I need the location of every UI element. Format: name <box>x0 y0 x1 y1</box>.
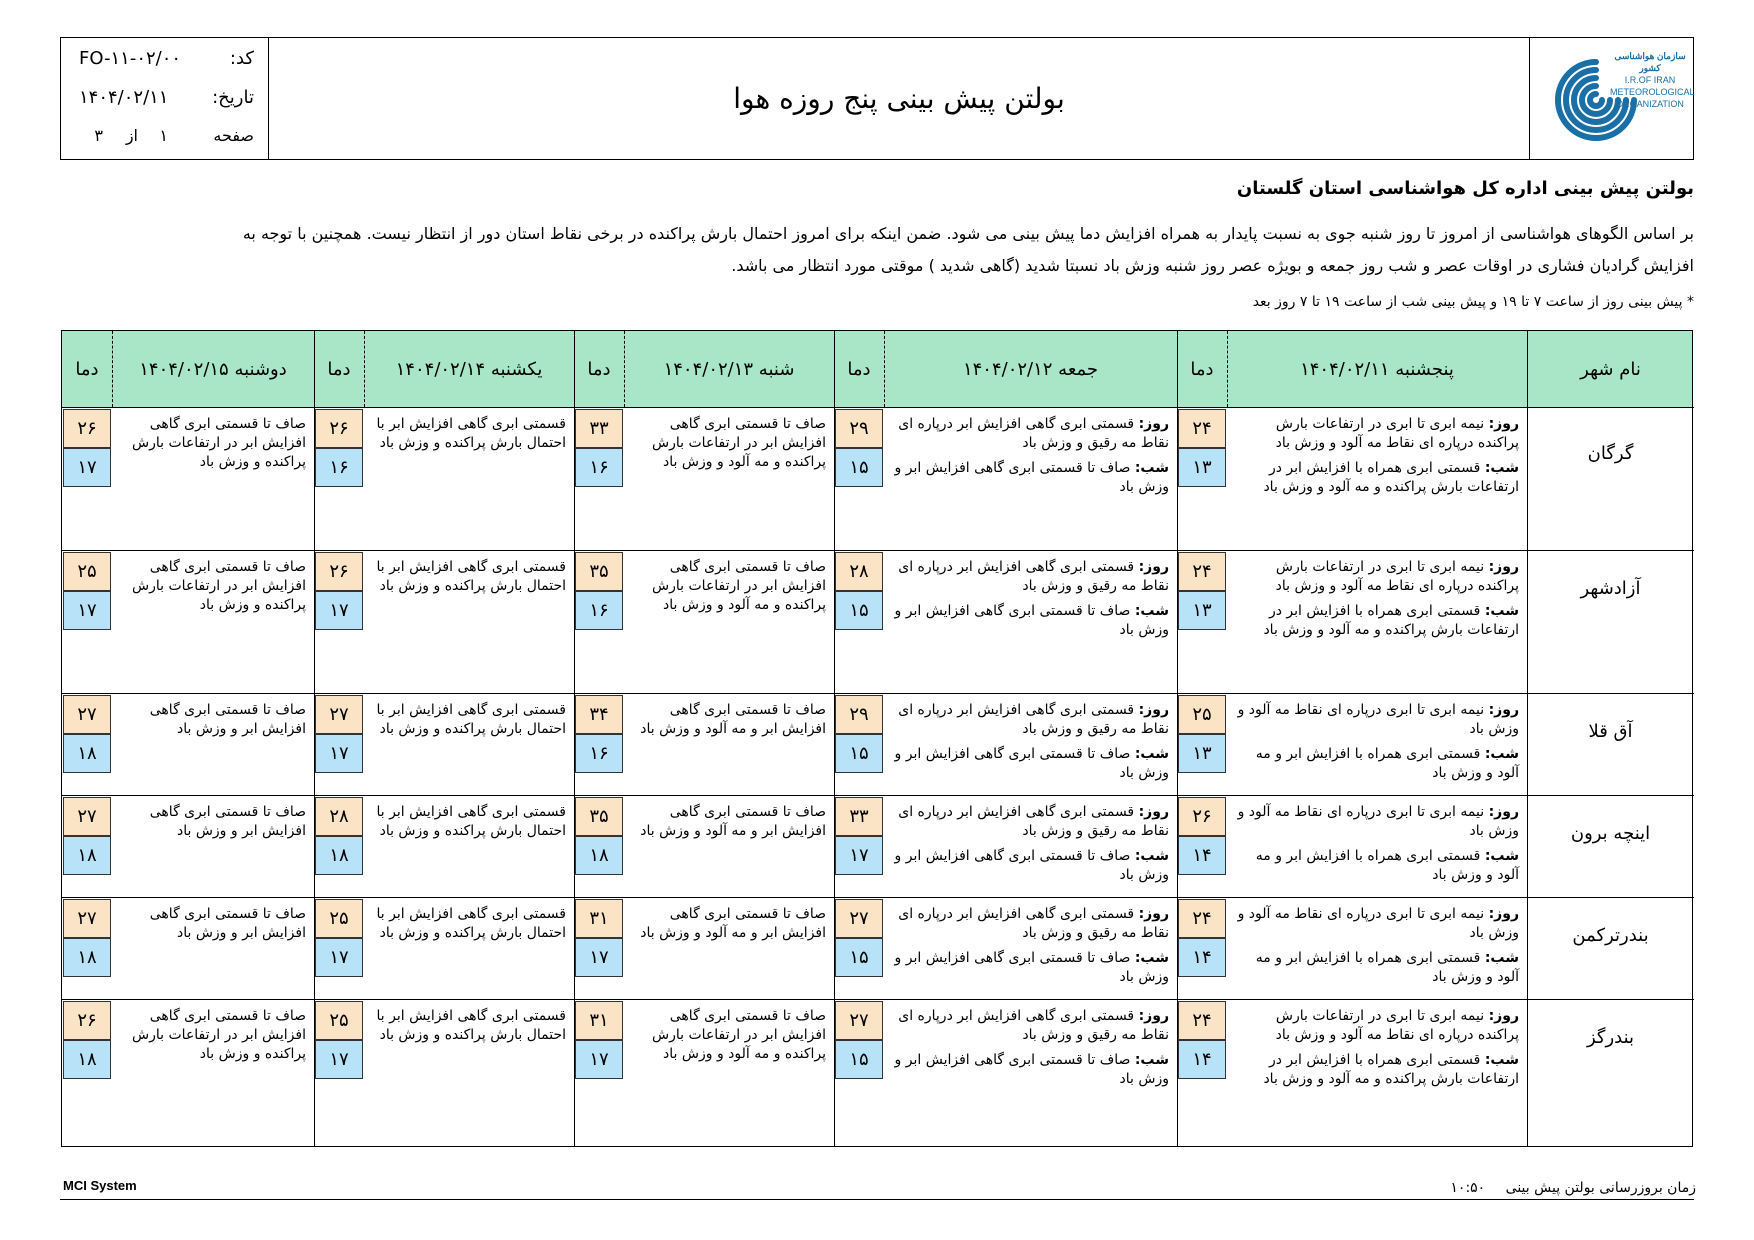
min-temp: ۱۳ <box>1178 591 1226 630</box>
date-label: تاریخ: <box>212 87 254 108</box>
day-label: روز: <box>1488 1008 1519 1024</box>
max-temp: ۲۴ <box>1178 409 1226 448</box>
city-name: آزادشهر <box>1580 578 1641 599</box>
day-text: نیمه ابری تا ابری در ارتفاعات بارش پراکنده درپاره ای نقاط مه آلود و وزش باد <box>1275 559 1519 594</box>
min-temp: ۱۸ <box>315 836 363 875</box>
day-label: روز: <box>1138 804 1169 820</box>
page-total: ۳ <box>94 126 103 145</box>
forecast-description: صاف تا قسمتی ابری گاهی افزایش ابر در ارتفاعات بارش پراکنده و وزش باد <box>132 559 306 613</box>
min-temp: ۱۸ <box>63 836 111 875</box>
day-column-header: شنبه ۱۴۰۴/۰۲/۱۳ <box>663 358 795 380</box>
min-temp: ۱۳ <box>1178 734 1226 773</box>
system-name: MCI System <box>63 1178 137 1193</box>
day-column-header: دوشنبه ۱۴۰۴/۰۲/۱۵ <box>139 358 287 380</box>
document-title: بولتن پیش بینی پنج روزه هوا <box>733 82 1065 115</box>
max-temp: ۲۷ <box>835 1001 883 1040</box>
min-temp: ۱۴ <box>1178 836 1226 875</box>
night-text: صاف تا قسمتی ابری گاهی افزایش ابر و وزش باد <box>894 1052 1169 1087</box>
night-text: صاف تا قسمتی ابری گاهی افزایش ابر و وزش باد <box>894 603 1169 638</box>
temp-column-header: دما <box>75 358 99 380</box>
row-divider <box>62 795 1694 796</box>
day-label: روز: <box>1488 804 1519 820</box>
night-forecast <box>1233 1051 1519 1089</box>
day-text: نیمه ابری تا ابری در ارتفاعات بارش پراکنده درپاره ای نقاط مه آلود و وزش باد <box>1275 1008 1519 1043</box>
min-temp: ۱۵ <box>835 591 883 630</box>
min-temp: ۱۷ <box>575 1040 623 1079</box>
max-temp: ۳۵ <box>575 552 623 591</box>
day-text: نیمه ابری تا ابری درپاره ای نقاط مه آلود و وزش باد <box>1237 906 1519 941</box>
forecast-description: صاف تا قسمتی ابری گاهی افزایش ابر و مه آلود و وزش باد <box>640 804 826 839</box>
update-label: زمان بروزرسانی بولتن پیش بینی <box>1505 1180 1696 1196</box>
temp-column-header: دما <box>327 358 351 380</box>
max-temp: ۲۴ <box>1178 1001 1226 1040</box>
min-temp: ۱۴ <box>1178 938 1226 977</box>
min-temp: ۱۷ <box>315 734 363 773</box>
max-temp: ۲۹ <box>835 695 883 734</box>
day-label: روز: <box>1488 702 1519 718</box>
max-temp: ۲۵ <box>63 552 111 591</box>
logo-text-fa: سازمان هواشناسی کشور <box>1614 51 1686 73</box>
night-label: شب: <box>1484 848 1519 864</box>
forecast-description: صاف تا قسمتی ابری گاهی افزایش ابر و وزش باد <box>149 804 306 839</box>
max-temp: ۲۷ <box>63 695 111 734</box>
min-temp: ۱۶ <box>575 591 623 630</box>
forecast-description: صاف تا قسمتی ابری گاهی افزایش ابر در ارتفاعات بارش پراکنده و مه آلود و وزش باد <box>652 1008 826 1062</box>
night-text: قسمتی ابری همراه با افزایش ابر و مه آلود و وزش باد <box>1255 950 1519 985</box>
day-text: نیمه ابری تا ابری درپاره ای نقاط مه آلود و وزش باد <box>1237 702 1519 737</box>
max-temp: ۲۵ <box>315 1001 363 1040</box>
min-temp: ۱۸ <box>575 836 623 875</box>
forecast-description: قسمتی ابری گاهی افزایش ابر با احتمال بارش پراکنده و وزش باد <box>376 1008 566 1043</box>
night-label: شب: <box>1134 848 1169 864</box>
min-temp: ۱۷ <box>63 591 111 630</box>
forecast-description <box>890 701 1169 783</box>
day-text: قسمتی ابری گاهی افزایش ابر درپاره ای نقاط مه رقیق و وزش باد <box>898 702 1169 737</box>
night-label: شب: <box>1134 746 1169 762</box>
night-label: شب: <box>1484 603 1519 619</box>
night-label: شب: <box>1134 603 1169 619</box>
date-value: ۱۴۰۴/۰۲/۱۱ <box>79 87 169 108</box>
forecast-description <box>890 803 1169 885</box>
forecast-table <box>61 330 1693 1147</box>
logo-block <box>1529 38 1693 159</box>
city-name: اینچه برون <box>1570 823 1651 844</box>
day-label: روز: <box>1488 559 1519 575</box>
day-label: روز: <box>1138 1008 1169 1024</box>
min-temp: ۱۸ <box>63 734 111 773</box>
document-header <box>60 37 1694 160</box>
forecast-description: قسمتی ابری گاهی افزایش ابر با احتمال بارش پراکنده و وزش باد <box>376 804 566 839</box>
min-temp: ۱۳ <box>1178 448 1226 487</box>
night-text: صاف تا قسمتی ابری گاهی افزایش ابر و وزش باد <box>894 848 1169 883</box>
day-forecast <box>1233 803 1519 841</box>
max-temp: ۳۴ <box>575 695 623 734</box>
forecast-description <box>1233 558 1519 640</box>
day-text: قسمتی ابری گاهی افزایش ابر درپاره ای نقاط مه رقیق و وزش باد <box>898 416 1169 451</box>
min-temp: ۱۷ <box>835 836 883 875</box>
min-temp: ۱۷ <box>315 591 363 630</box>
day-column-header: یکشنبه ۱۴۰۴/۰۲/۱۴ <box>395 358 543 380</box>
max-temp: ۲۴ <box>1178 899 1226 938</box>
city-name: بندرگز <box>1586 1027 1635 1048</box>
night-forecast <box>890 745 1169 783</box>
max-temp: ۳۳ <box>835 797 883 836</box>
min-temp: ۱۵ <box>835 448 883 487</box>
min-temp: ۱۵ <box>835 1040 883 1079</box>
city-name: آق قلا <box>1588 721 1633 742</box>
row-divider <box>62 999 1694 1000</box>
max-temp: ۲۸ <box>315 797 363 836</box>
page-label: صفحه <box>213 126 254 145</box>
forecast-description: صاف تا قسمتی ابری گاهی افزایش ابر و مه آلود و وزش باد <box>640 702 826 737</box>
night-text: قسمتی ابری همراه با افزایش ابر در ارتفاعات بارش پراکنده و مه آلود و وزش باد <box>1263 1052 1519 1087</box>
day-column-header: جمعه ۱۴۰۴/۰۲/۱۲ <box>962 358 1099 380</box>
temp-column-header: دما <box>847 358 871 380</box>
day-forecast <box>890 558 1169 596</box>
day-forecast <box>890 803 1169 841</box>
intro-paragraph <box>44 218 1694 282</box>
day-column-header: پنجشنبه ۱۴۰۴/۰۲/۱۱ <box>1300 358 1454 380</box>
logo-text-country: I.R.OF IRAN <box>1624 75 1676 85</box>
forecast-description: صاف تا قسمتی ابری گاهی افزایش ابر در ارتفاعات بارش پراکنده و وزش باد <box>132 1008 306 1062</box>
night-forecast <box>1233 459 1519 497</box>
intro-line: افزایش گرادیان فشاری در اوقات عصر و شب روز جمعه و بویژه عصر روز شنبه وزش باد نسبتا شدید (گاهی شدید ) موقتی مورد انتظار می باشد. <box>731 256 1694 275</box>
forecast-description <box>1233 701 1519 783</box>
max-temp: ۳۳ <box>575 409 623 448</box>
night-label: شب: <box>1484 950 1519 966</box>
row-divider <box>62 693 1694 694</box>
day-text: قسمتی ابری گاهی افزایش ابر درپاره ای نقاط مه رقیق و وزش باد <box>898 559 1169 594</box>
logo-text-organization: ORGANIZATION <box>1616 99 1684 109</box>
night-forecast <box>1233 847 1519 885</box>
night-text: صاف تا قسمتی ابری گاهی افزایش ابر و وزش باد <box>894 746 1169 781</box>
night-label: شب: <box>1484 1052 1519 1068</box>
night-label: شب: <box>1484 460 1519 476</box>
min-temp: ۱۷ <box>315 938 363 977</box>
night-forecast <box>1233 745 1519 783</box>
max-temp: ۲۷ <box>315 695 363 734</box>
forecast-description <box>890 905 1169 987</box>
max-temp: ۲۸ <box>835 552 883 591</box>
day-label: روز: <box>1138 559 1169 575</box>
night-label: شب: <box>1134 460 1169 476</box>
temp-column-header: دما <box>587 358 611 380</box>
min-temp: ۱۷ <box>575 938 623 977</box>
day-label: روز: <box>1138 906 1169 922</box>
day-text: نیمه ابری تا ابری در ارتفاعات بارش پراکنده درپاره ای نقاط مه آلود و وزش باد <box>1275 416 1519 451</box>
day-label: روز: <box>1488 906 1519 922</box>
day-label: روز: <box>1138 702 1169 718</box>
day-forecast <box>890 1007 1169 1045</box>
night-label: شب: <box>1134 950 1169 966</box>
night-text: قسمتی ابری همراه با افزایش ابر در ارتفاعات بارش پراکنده و مه آلود و وزش باد <box>1263 460 1519 495</box>
max-temp: ۲۷ <box>835 899 883 938</box>
night-text: صاف تا قسمتی ابری گاهی افزایش ابر و وزش باد <box>894 460 1169 495</box>
day-text: نیمه ابری تا ابری درپاره ای نقاط مه آلود و وزش باد <box>1237 804 1519 839</box>
forecast-description: قسمتی ابری گاهی افزایش ابر با احتمال بارش پراکنده و وزش باد <box>376 702 566 737</box>
night-forecast <box>890 602 1169 640</box>
night-label: شب: <box>1134 1052 1169 1068</box>
day-forecast <box>890 701 1169 739</box>
logo-text-meteorological: METEOROLOGICAL <box>1610 87 1695 97</box>
row-divider <box>62 550 1694 551</box>
min-temp: ۱۸ <box>63 1040 111 1079</box>
max-temp: ۲۴ <box>1178 552 1226 591</box>
min-temp: ۱۶ <box>315 448 363 487</box>
max-temp: ۲۷ <box>63 899 111 938</box>
day-forecast <box>1233 905 1519 943</box>
bulletin-subtitle: بولتن پیش بینی اداره کل هواشناسی استان گلستان <box>1236 178 1694 199</box>
intro-line: بر اساس الگوهای هواشناسی از امروز تا روز شنبه جوی به نسبت پایدار به همراه افزایش دما پیش بینی می شود. ضمن اینکه برای امروز احتمال بارش پراکنده در برخی نقاط استان دور از انتظار نیست. همچنین با توجه به <box>242 224 1694 243</box>
max-temp: ۲۶ <box>1178 797 1226 836</box>
time-note: * پیش بینی روز از ساعت ۷ تا ۱۹ و پیش بینی شب از ساعت ۱۹ تا ۷ روز بعد <box>1252 294 1694 310</box>
max-temp: ۲۹ <box>835 409 883 448</box>
temp-column-header: دما <box>1190 358 1214 380</box>
day-text: قسمتی ابری گاهی افزایش ابر درپاره ای نقاط مه رقیق و وزش باد <box>898 906 1169 941</box>
day-forecast <box>1233 558 1519 596</box>
night-forecast <box>890 459 1169 497</box>
forecast-description: قسمتی ابری گاهی افزایش ابر با احتمال بارش پراکنده و وزش باد <box>376 906 566 941</box>
night-forecast <box>1233 602 1519 640</box>
meta-block <box>61 38 269 159</box>
forecast-description: قسمتی ابری گاهی افزایش ابر با احتمال بارش پراکنده و وزش باد <box>376 416 566 451</box>
max-temp: ۳۵ <box>575 797 623 836</box>
day-text: قسمتی ابری گاهی افزایش ابر درپاره ای نقاط مه رقیق و وزش باد <box>898 804 1169 839</box>
max-temp: ۲۵ <box>1178 695 1226 734</box>
day-label: روز: <box>1138 416 1169 432</box>
night-text: صاف تا قسمتی ابری گاهی افزایش ابر و وزش باد <box>894 950 1169 985</box>
forecast-description: صاف تا قسمتی ابری گاهی افزایش ابر و وزش باد <box>149 702 306 737</box>
min-temp: ۱۷ <box>63 448 111 487</box>
row-divider <box>62 897 1694 898</box>
day-forecast <box>890 905 1169 943</box>
night-forecast <box>890 949 1169 987</box>
min-temp: ۱۸ <box>63 938 111 977</box>
night-forecast <box>890 847 1169 885</box>
min-temp: ۱۶ <box>575 448 623 487</box>
update-time <box>1450 1180 1696 1196</box>
forecast-description <box>1233 905 1519 987</box>
day-forecast <box>1233 415 1519 453</box>
code-label: کد: <box>229 48 254 69</box>
day-label: روز: <box>1488 416 1519 432</box>
page-of: از <box>125 126 138 145</box>
day-text: قسمتی ابری گاهی افزایش ابر درپاره ای نقاط مه رقیق و وزش باد <box>898 1008 1169 1043</box>
forecast-description <box>890 415 1169 497</box>
night-text: قسمتی ابری همراه با افزایش ابر و مه آلود و وزش باد <box>1255 848 1519 883</box>
night-text: قسمتی ابری همراه با افزایش ابر و مه آلود و وزش باد <box>1255 746 1519 781</box>
forecast-description <box>1233 1007 1519 1089</box>
forecast-description: صاف تا قسمتی ابری گاهی افزایش ابر و مه آلود و وزش باد <box>640 906 826 941</box>
min-temp: ۱۵ <box>835 938 883 977</box>
city-name: گرگان <box>1587 443 1634 464</box>
footer-rule <box>60 1199 1694 1200</box>
code-value: FO-۱۱-۰۲/۰۰ <box>79 48 182 69</box>
header-rule <box>62 407 1694 408</box>
day-forecast <box>1233 701 1519 739</box>
day-forecast <box>890 415 1169 453</box>
city-name: بندرترکمن <box>1572 925 1649 946</box>
forecast-description <box>890 1007 1169 1089</box>
night-label: شب: <box>1484 746 1519 762</box>
max-temp: ۳۱ <box>575 899 623 938</box>
page-number: ۱ <box>159 126 168 145</box>
max-temp: ۲۶ <box>63 1001 111 1040</box>
max-temp: ۲۵ <box>315 899 363 938</box>
update-time-value: ۱۰:۵۰ <box>1450 1180 1486 1196</box>
max-temp: ۲۷ <box>63 797 111 836</box>
forecast-description: صاف تا قسمتی ابری گاهی افزایش ابر در ارتفاعات بارش پراکنده و مه آلود و وزش باد <box>652 559 826 613</box>
max-temp: ۳۱ <box>575 1001 623 1040</box>
day-forecast <box>1233 1007 1519 1045</box>
night-forecast <box>890 1051 1169 1089</box>
max-temp: ۲۶ <box>315 409 363 448</box>
min-temp: ۱۷ <box>315 1040 363 1079</box>
forecast-description <box>890 558 1169 640</box>
max-temp: ۲۶ <box>315 552 363 591</box>
min-temp: ۱۵ <box>835 734 883 773</box>
city-column-header: نام شهر <box>1580 358 1641 380</box>
forecast-description: صاف تا قسمتی ابری گاهی افزایش ابر در ارتفاعات بارش پراکنده و وزش باد <box>132 416 306 470</box>
min-temp: ۱۶ <box>575 734 623 773</box>
night-text: قسمتی ابری همراه با افزایش ابر در ارتفاعات بارش پراکنده و مه آلود و وزش باد <box>1263 603 1519 638</box>
forecast-description: صاف تا قسمتی ابری گاهی افزایش ابر در ارتفاعات بارش پراکنده و مه آلود و وزش باد <box>652 416 826 470</box>
forecast-description: قسمتی ابری گاهی افزایش ابر با احتمال بارش پراکنده و وزش باد <box>376 559 566 594</box>
forecast-description <box>1233 415 1519 497</box>
min-temp: ۱۴ <box>1178 1040 1226 1079</box>
forecast-description: صاف تا قسمتی ابری گاهی افزایش ابر و وزش باد <box>149 906 306 941</box>
forecast-description <box>1233 803 1519 885</box>
max-temp: ۲۶ <box>63 409 111 448</box>
night-forecast <box>1233 949 1519 987</box>
